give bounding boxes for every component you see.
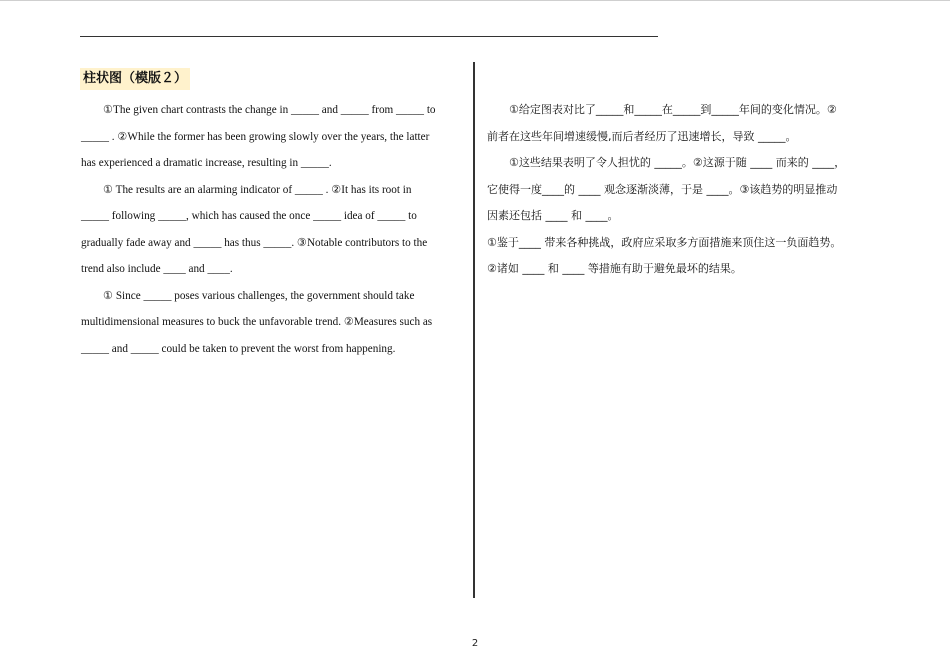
page-number: 2 [471, 638, 479, 649]
english-line-10: _____ and _____ could be taken to prevent the worst from happening. [81, 342, 396, 355]
english-line-3: has experienced a dramatic increase, resulting in _____. [81, 157, 332, 169]
column-divider [473, 62, 475, 598]
chinese-line-5: 因素还包括 ____ 和 ____。 [487, 209, 619, 222]
chinese-line-2: 前者在这些年间增速缓慢,而后者经历了迅速增长，导致 _____。 [487, 129, 797, 143]
english-line-2: _____ . ②While the former has been growing slowly over the years, the latter [81, 130, 430, 143]
english-line-1: ①The given chart contrasts the change in _____ and _____ from _____ to [103, 104, 436, 116]
english-line-4: ① The results are an alarming indicator of _____ . ②It has its root in [103, 183, 412, 196]
english-column [81, 97, 466, 362]
chinese-line-3: ①这些结果表明了令人担忧的 _____。②这源于随 ____ 而来的 ____， [509, 156, 846, 169]
page-top-border [0, 0, 950, 1]
english-line-8: ① Since _____ poses various challenges, the government should take [103, 289, 415, 302]
section-heading: 柱状图（模版２） [80, 68, 190, 90]
english-line-6: gradually fade away and _____ has thus _____. ③Notable contributors to the [81, 236, 428, 249]
english-line-5: _____ following _____, which has caused the once _____ idea of _____ to [81, 210, 417, 222]
english-line-9: multidimensional measures to buck the unfavorable trend. ②Measures such as [81, 316, 433, 328]
chinese-line-4: 它使得一度____的 ____ 观念逐渐淡薄，于是 ____。③该趋势的明显推动 [487, 182, 838, 196]
english-line-7: trend also include ____ and ____. [81, 263, 233, 275]
chinese-column [487, 97, 872, 283]
chinese-line-7: ②诸如 ____ 和 ____ 等措施有助于避免最坏的结果。 [487, 262, 742, 275]
chinese-line-6: ①鉴于____ 带来各种挑战，政府应采取多方面措施来顶住这一负面趋势。 [487, 235, 842, 249]
chinese-line-1: ①给定图表对比了_____和_____在_____到_____年间的变化情况。② [509, 103, 837, 116]
header-rule [80, 36, 658, 37]
